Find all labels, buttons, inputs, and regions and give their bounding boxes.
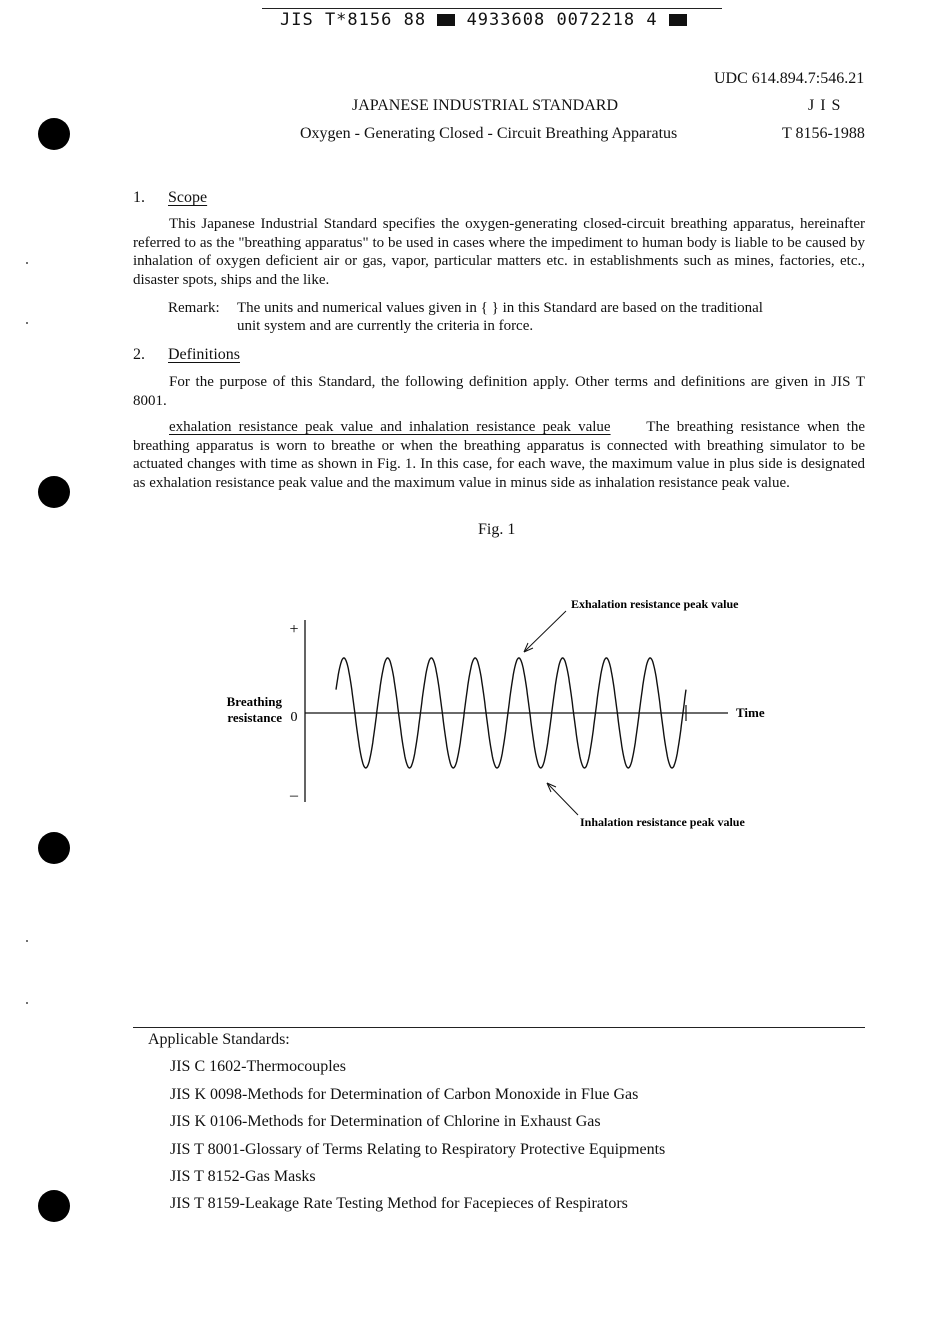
y-axis-label-line-1: Breathing (226, 694, 282, 709)
minus-label: – (290, 787, 298, 804)
exhalation-annotation: Exhalation resistance peak value (571, 597, 739, 611)
figure-caption: Fig. 1 (478, 521, 516, 538)
standard-item: JIS T 8152-Gas Masks (170, 1168, 316, 1185)
definition-term: exhalation resistance peak value and inhalation resistance peak value (169, 419, 611, 435)
remark-text-line-2: unit system and are currently the criteria in force. (237, 318, 534, 334)
zero-label: 0 (290, 710, 298, 725)
scan-code-mid: 4933608 0072218 4 (466, 10, 658, 30)
scan-code-prefix: JIS T*8156 88 (280, 10, 427, 30)
remark-label: Remark: (168, 300, 220, 316)
standard-item: JIS C 1602-Thermocouples (170, 1058, 346, 1075)
footnote-rule (133, 1027, 865, 1028)
jis-label: J I S (808, 97, 842, 114)
plus-label: + (289, 621, 299, 638)
standard-item: JIS K 0106-Methods for Determination of Chlorine in Exhaust Gas (170, 1113, 601, 1130)
udc-number: UDC 614.894.7:546.21 (714, 70, 865, 87)
standard-item: JIS K 0098-Methods for Determination of Carbon Monoxide in Flue Gas (170, 1086, 639, 1103)
document-subtitle: Oxygen - Generating Closed - Circuit Breathing Apparatus (300, 125, 678, 142)
section-2-heading: Definitions (168, 346, 240, 363)
remark-text-line-1: The units and numerical values given in { } in this Standard are based on the traditional (237, 300, 763, 316)
definitions-text: For the purpose of this Standard, the following definition apply. Other terms and definitions are given in JIS T 8001. (133, 374, 865, 409)
scope-text: This Japanese Industrial Standard specifies the oxygen-generating closed-circuit breathing apparatus, hereinafter referred to as the "breathing apparatus" to be used in cases where the impediment to human body is liable to be caused by inhalation of oxygen deficient air or gas, vapor, particular matters etc. in establishments such as mines, factories, etc., disaster spots, ships and the like. (133, 216, 865, 288)
section-2-number: 2. (133, 346, 145, 363)
standard-number: T 8156-1988 (782, 125, 865, 142)
exhalation-leader-line (524, 611, 566, 652)
y-axis-label-line-2: resistance (227, 710, 282, 725)
section-1-heading: Scope (168, 189, 208, 206)
applicable-standards-heading: Applicable Standards: (148, 1031, 290, 1048)
document-title: JAPANESE INDUSTRIAL STANDARD (352, 97, 618, 114)
standard-item: JIS T 8159-Leakage Rate Testing Method for Facepieces of Respirators (170, 1195, 628, 1212)
x-axis-label: Time (736, 705, 765, 720)
definition-term-body: The breathing resistance when the breathing apparatus is worn to breathe or when the breathing apparatus is connected with breathing simulator to be actuated changes with time as shown in Fig. 1. In this case, for each wave, the maximum value in plus side is designated as exhalation resistance peak value and the maximum value in minus side as inhalation resistance peak value. (133, 419, 865, 491)
inhalation-leader-line (547, 783, 578, 815)
inhalation-annotation: Inhalation resistance peak value (580, 815, 745, 829)
standard-item: JIS T 8001-Glossary of Terms Relating to Respiratory Protective Equipments (170, 1141, 666, 1158)
section-1-number: 1. (133, 189, 145, 206)
